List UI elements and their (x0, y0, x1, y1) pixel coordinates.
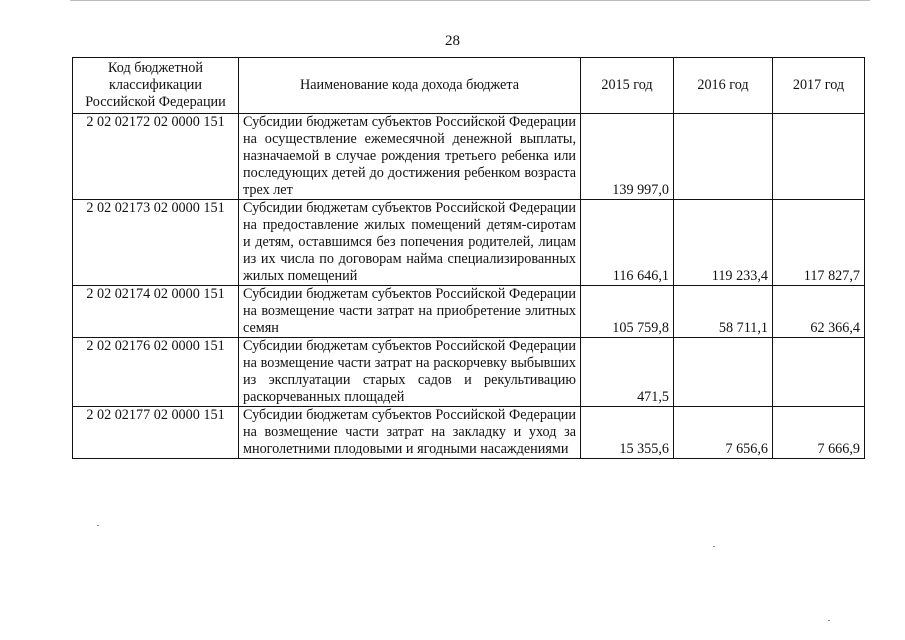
row-value-2015: 471,5 (581, 338, 674, 407)
table-header-row (73, 58, 865, 114)
row-value-2016: 7 656,6 (674, 407, 773, 459)
row-code: 2 02 02173 02 0000 151 (73, 200, 239, 286)
row-value-2015: 105 759,8 (581, 286, 674, 338)
row-value-2017: 62 366,4 (773, 286, 865, 338)
scan-speck (713, 546, 715, 547)
row-value-2016: 119 233,4 (674, 200, 773, 286)
row-value-2017 (773, 114, 865, 200)
row-value-2015: 139 997,0 (581, 114, 674, 200)
table-row (73, 200, 865, 286)
row-value-2017 (773, 338, 865, 407)
row-code: 2 02 02174 02 0000 151 (73, 286, 239, 338)
row-code: 2 02 02177 02 0000 151 (73, 407, 239, 459)
page-number: 28 (445, 33, 460, 49)
header-2016: 2016 год (674, 58, 773, 114)
scan-speck (828, 620, 830, 621)
header-name: Наименование кода дохода бюджета (239, 58, 581, 114)
table-row (73, 338, 865, 407)
row-value-2017: 117 827,7 (773, 200, 865, 286)
row-value-2016 (674, 338, 773, 407)
table-row (73, 114, 865, 200)
header-code: Код бюджетной классификации Российской Федерации (73, 58, 239, 114)
row-code: 2 02 02172 02 0000 151 (73, 114, 239, 200)
row-value-2016: 58 711,1 (674, 286, 773, 338)
header-2017: 2017 год (773, 58, 865, 114)
row-value-2015: 15 355,6 (581, 407, 674, 459)
table-row (73, 286, 865, 338)
row-name: Субсидии бюджетам субъектов Российской Федерации на предоставление жилых помещений детям-сиротам и детям, оставшимся без попечения родителей, лицам из их числа по договорам найма специализированных жилых помещений (239, 200, 581, 286)
table-row (73, 407, 865, 459)
row-value-2016 (674, 114, 773, 200)
header-2015: 2015 год (581, 58, 674, 114)
row-name: Субсидии бюджетам субъектов Российской Федерации на осуществление ежемесячной денежной выплаты, назначаемой в случае рождения третьего ребенка или последующих детей до достижения ребенком возраста трех лет (239, 114, 581, 200)
row-value-2015: 116 646,1 (581, 200, 674, 286)
row-value-2017: 7 666,9 (773, 407, 865, 459)
row-code: 2 02 02176 02 0000 151 (73, 338, 239, 407)
row-name: Субсидии бюджетам субъектов Российской Федерации на возмещение части затрат на приобретение элитных семян (239, 286, 581, 338)
row-name: Субсидии бюджетам субъектов Российской Федерации на возмещение части затрат на закладку и уход за многолетними плодовыми и ягодными насаждениями (239, 407, 581, 459)
scan-top-edge (70, 0, 870, 1)
budget-revenue-table (72, 57, 865, 459)
scan-speck (97, 525, 99, 526)
row-name: Субсидии бюджетам субъектов Российской Федерации на возмещение части затрат на раскорчевку выбывших из эксплуатации старых садов и рекультивацию раскорчеванных площадей (239, 338, 581, 407)
